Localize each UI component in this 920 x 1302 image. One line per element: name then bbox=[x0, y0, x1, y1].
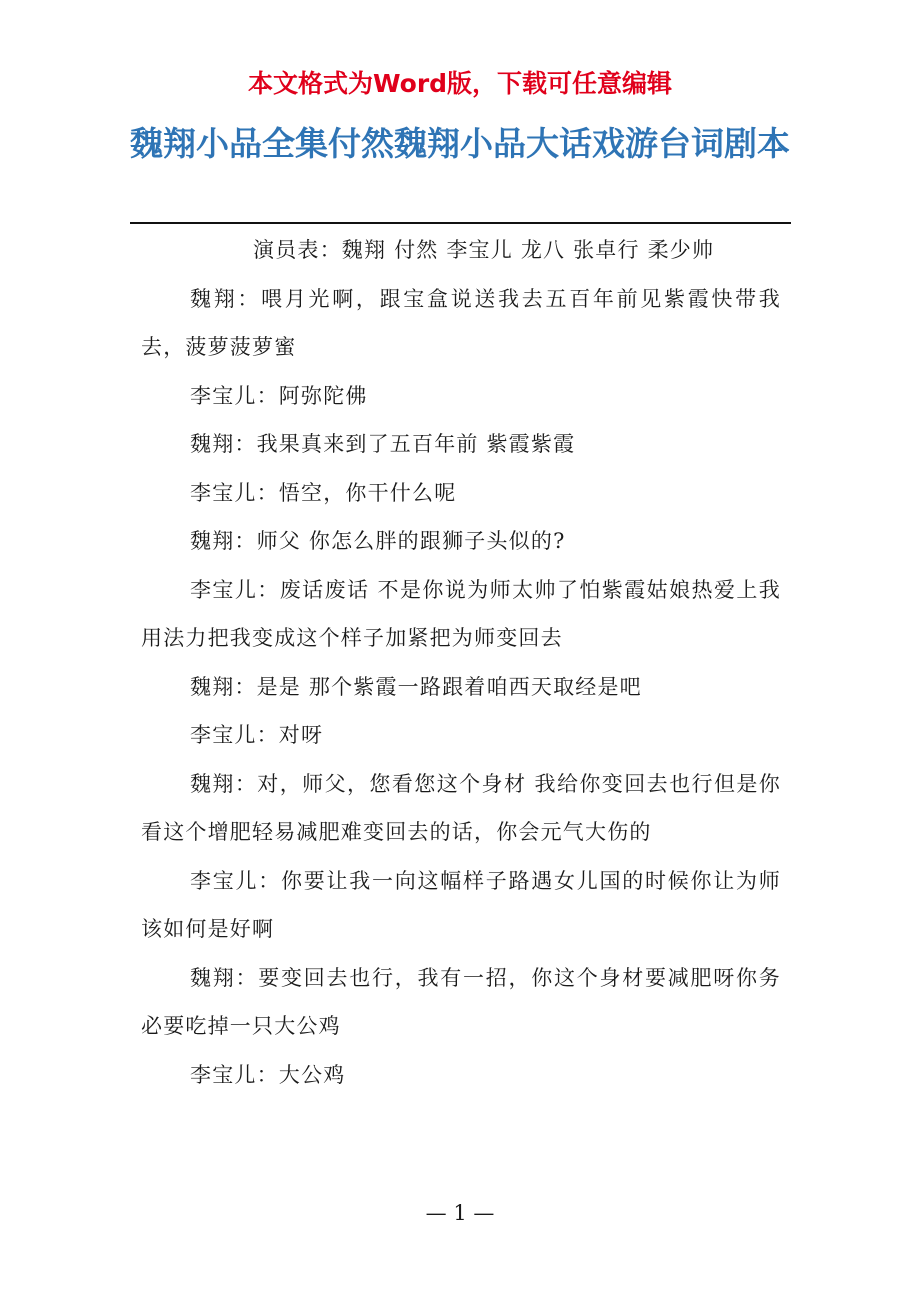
dialogue-line: 魏翔：要变回去也行，我有一招，你这个身材要减肥呀你务必要吃掉一只大公鸡 bbox=[141, 965, 781, 1038]
title-divider bbox=[130, 222, 791, 224]
document-title: 魏翔小品全集付然魏翔小品大话戏游台词剧本 bbox=[130, 124, 790, 163]
dialogue-line: 李宝儿：大公鸡 bbox=[190, 1062, 346, 1087]
dialogue-line: 李宝儿：悟空，你干什么呢 bbox=[190, 480, 457, 505]
dialogue-line: 魏翔：对，师父，您看您这个身材 我给你变回去也行但是你看这个增肥轻易减肥难变回去的话，你会元气大伤的 bbox=[141, 771, 781, 844]
page-number: — 1 — bbox=[425, 1201, 495, 1225]
format-banner: 本文格式为Word版，下载可任意编辑 bbox=[247, 69, 673, 98]
dialogue-line: 李宝儿：废话废话 不是你说为师太帅了怕紫霞姑娘热爱上我用法力把我变成这个样子加紧把为师变回去 bbox=[141, 577, 781, 650]
cast-list: 演员表：魏翔 付然 李宝儿 龙八 张卓行 柔少帅 bbox=[253, 238, 715, 262]
script-body bbox=[141, 226, 781, 1099]
dialogue-line: 李宝儿：阿弥陀佛 bbox=[190, 383, 368, 408]
dialogue-line: 魏翔：师父 你怎么胖的跟狮子头似的? bbox=[190, 529, 566, 553]
dialogue-line: 李宝儿：你要让我一向这幅样子路遇女儿国的时候你让为师该如何是好啊 bbox=[141, 868, 781, 941]
dialogue-line: 李宝儿：对呀 bbox=[190, 723, 324, 747]
dialogue-line: 魏翔：是是 那个紫霞一路跟着咱西天取经是吧 bbox=[190, 674, 642, 699]
dialogue-line: 魏翔：喂月光啊，跟宝盒说送我去五百年前见紫霞快带我去，菠萝菠萝蜜 bbox=[141, 286, 781, 359]
dialogue-line: 魏翔：我果真来到了五百年前 紫霞紫霞 bbox=[190, 432, 576, 456]
